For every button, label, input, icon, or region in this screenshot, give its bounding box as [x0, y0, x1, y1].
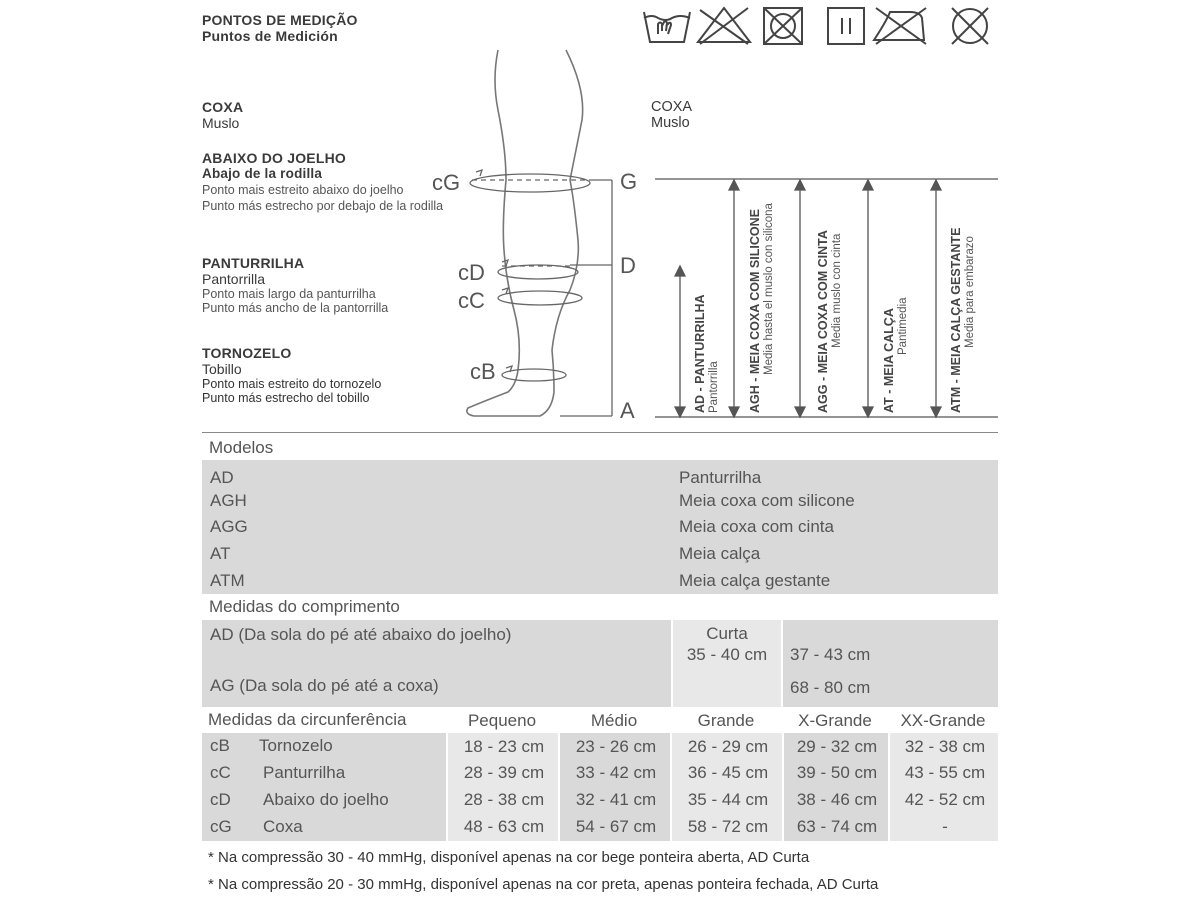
model-code: AGH [210, 491, 247, 510]
title-pt: PONTOS DE MEDIÇÃO [202, 12, 358, 28]
circ-value: 23 - 26 cm [575, 737, 657, 756]
calf-label-es: Pantorrilla [202, 271, 266, 287]
circ-value: 54 - 67 cm [575, 817, 657, 836]
model-name: Panturrilha [679, 468, 762, 487]
d-label: D [620, 253, 636, 278]
ankle-label-es: Tobillo [202, 361, 242, 377]
size-header: X-Grande [798, 711, 872, 730]
cc-label: cC [458, 288, 485, 313]
length-title: Medidas do comprimento [209, 597, 400, 616]
arrow-agh-sub: Media hasta el muslo con silicona [763, 203, 775, 375]
divider [202, 432, 998, 433]
model-arrows [650, 170, 1000, 425]
calf-label-pt: PANTURRILHA [202, 255, 305, 271]
size-header: Médio [590, 711, 638, 730]
length-ad-label: AD (Da sola do pé até abaixo do joelho) [210, 625, 512, 644]
circ-value: 33 - 42 cm [575, 763, 657, 782]
no-dry-clean-icon [952, 8, 988, 44]
ankle-label-pt: TORNOZELO [202, 345, 292, 361]
knee-note-pt: Ponto mais estreito abaixo do joelho [202, 183, 404, 197]
model-name: Meia calça gestante [679, 571, 831, 590]
table-row [202, 817, 998, 844]
a-label: A [620, 398, 635, 423]
length-ag-value: 68 - 80 cm [790, 678, 871, 697]
list-item [210, 493, 990, 519]
size-header: Grande [697, 711, 755, 730]
circ-name: Tornozelo [259, 736, 333, 755]
circ-value: 38 - 46 cm [796, 790, 878, 809]
g-label: G [620, 169, 638, 194]
circ-value: 18 - 23 cm [463, 737, 545, 756]
model-name: Meia coxa com cinta [679, 517, 834, 536]
circ-value: 42 - 52 cm [904, 790, 986, 809]
circ-title: Medidas da circunferência [208, 710, 407, 729]
hand-wash-icon [644, 12, 690, 42]
circ-code: cC [210, 763, 231, 782]
circ-code: cD [210, 790, 231, 809]
drip-dry-icon [828, 8, 864, 44]
circ-value: - [942, 817, 948, 836]
circ-code: cG [210, 817, 232, 836]
arrow-atm-sub: Media para embarazo [964, 236, 976, 348]
model-code: ATM [210, 571, 245, 590]
circ-value: 29 - 32 cm [796, 737, 878, 756]
model-code: AT [210, 544, 231, 563]
circ-value: 63 - 74 cm [796, 817, 878, 836]
arrow-agh-code: AGH - MEIA COXA COM SILICONE [748, 209, 762, 413]
circ-value: 43 - 55 cm [904, 763, 986, 782]
list-item [210, 546, 990, 572]
title-es: Puntos de Medición [202, 28, 338, 44]
circ-value: 28 - 39 cm [463, 763, 545, 782]
length-ad-value: 37 - 43 cm [790, 645, 871, 664]
arrow-at-code: AT - MEIA CALÇA [882, 308, 896, 413]
arrow-atm-code: ATM - MEIA CALÇA GESTANTE [949, 227, 963, 413]
knee-label-es: Abajo de la rodilla [202, 166, 323, 181]
ankle-note-es: Punto más estrecho del tobillo [202, 391, 370, 405]
cg-label: cG [432, 170, 461, 195]
list-item [210, 468, 990, 493]
cd-label: cD [458, 260, 485, 285]
leg-diagram [420, 40, 660, 430]
ankle-note-pt: Ponto mais estreito do tornozelo [202, 377, 382, 391]
thigh-label-es: Muslo [202, 115, 240, 131]
circ-name: Abaixo do joelho [263, 790, 389, 809]
arrow-ad-sub: Pantorrilla [708, 361, 720, 413]
circ-value: 39 - 50 cm [796, 763, 878, 782]
right-thigh-pt: COXA [651, 99, 693, 115]
circ-value: 32 - 38 cm [904, 737, 986, 756]
model-name: Meia coxa com silicone [679, 491, 855, 510]
table-row [202, 763, 998, 790]
circ-name: Coxa [263, 817, 303, 836]
no-tumble-dry-icon [764, 8, 802, 44]
no-bleach-icon [698, 8, 750, 44]
models-title: Modelos [209, 438, 274, 457]
table-row [202, 736, 998, 763]
cb-label: cB [470, 359, 496, 384]
list-item [210, 519, 990, 546]
footnote-1: * Na compressão 30 - 40 mmHg, disponível apenas na cor bege ponteira aberta, AD Curta [208, 849, 810, 866]
circ-value: 35 - 44 cm [687, 790, 769, 809]
footnote-2: * Na compressão 20 - 30 mmHg, disponível apenas na cor preta, apenas ponteira fechada, AD Curta [208, 876, 879, 893]
length-short-header: Curta [706, 624, 748, 643]
no-iron-icon [874, 8, 926, 44]
size-header: Pequeno [467, 711, 537, 730]
calf-note-pt: Ponto mais largo da panturrilha [202, 287, 376, 301]
size-header: XX-Grande [900, 711, 986, 730]
models-list [210, 468, 990, 598]
model-code: AGG [210, 517, 248, 536]
circ-value: 36 - 45 cm [687, 763, 769, 782]
circ-value: 32 - 41 cm [575, 790, 657, 809]
circ-name: Panturrilha [263, 763, 346, 782]
circ-value: 48 - 63 cm [463, 817, 545, 836]
arrow-at-sub: Pantimedia [897, 297, 909, 355]
knee-label-pt: ABAIXO DO JOELHO [202, 150, 346, 166]
circ-code: cB [210, 736, 230, 755]
knee-note-es: Punto más estrecho por debajo de la rodilla [202, 199, 444, 213]
thigh-label-pt: COXA [202, 99, 244, 115]
arrow-ad-code: AD - PANTURRILHA [693, 294, 707, 413]
model-code: AD [210, 468, 234, 487]
table-row [202, 790, 998, 817]
right-thigh-es: Muslo [651, 115, 690, 131]
calf-note-es: Punto más ancho de la pantorrilla [202, 301, 389, 315]
care-icons [640, 4, 1000, 46]
circ-value: 28 - 38 cm [463, 790, 545, 809]
length-short-ad: 35 - 40 cm [686, 645, 768, 664]
circ-rows [202, 736, 998, 844]
model-name: Meia calça [679, 544, 761, 563]
list-item [210, 572, 990, 598]
circ-value: 26 - 29 cm [687, 737, 769, 756]
arrow-agg-sub: Media muslo con cinta [831, 233, 843, 348]
length-ag-label: AG (Da sola do pé até a coxa) [210, 676, 439, 695]
arrow-agg-code: AGG - MEIA COXA COM CINTA [816, 230, 830, 413]
circ-value: 58 - 72 cm [687, 817, 769, 836]
